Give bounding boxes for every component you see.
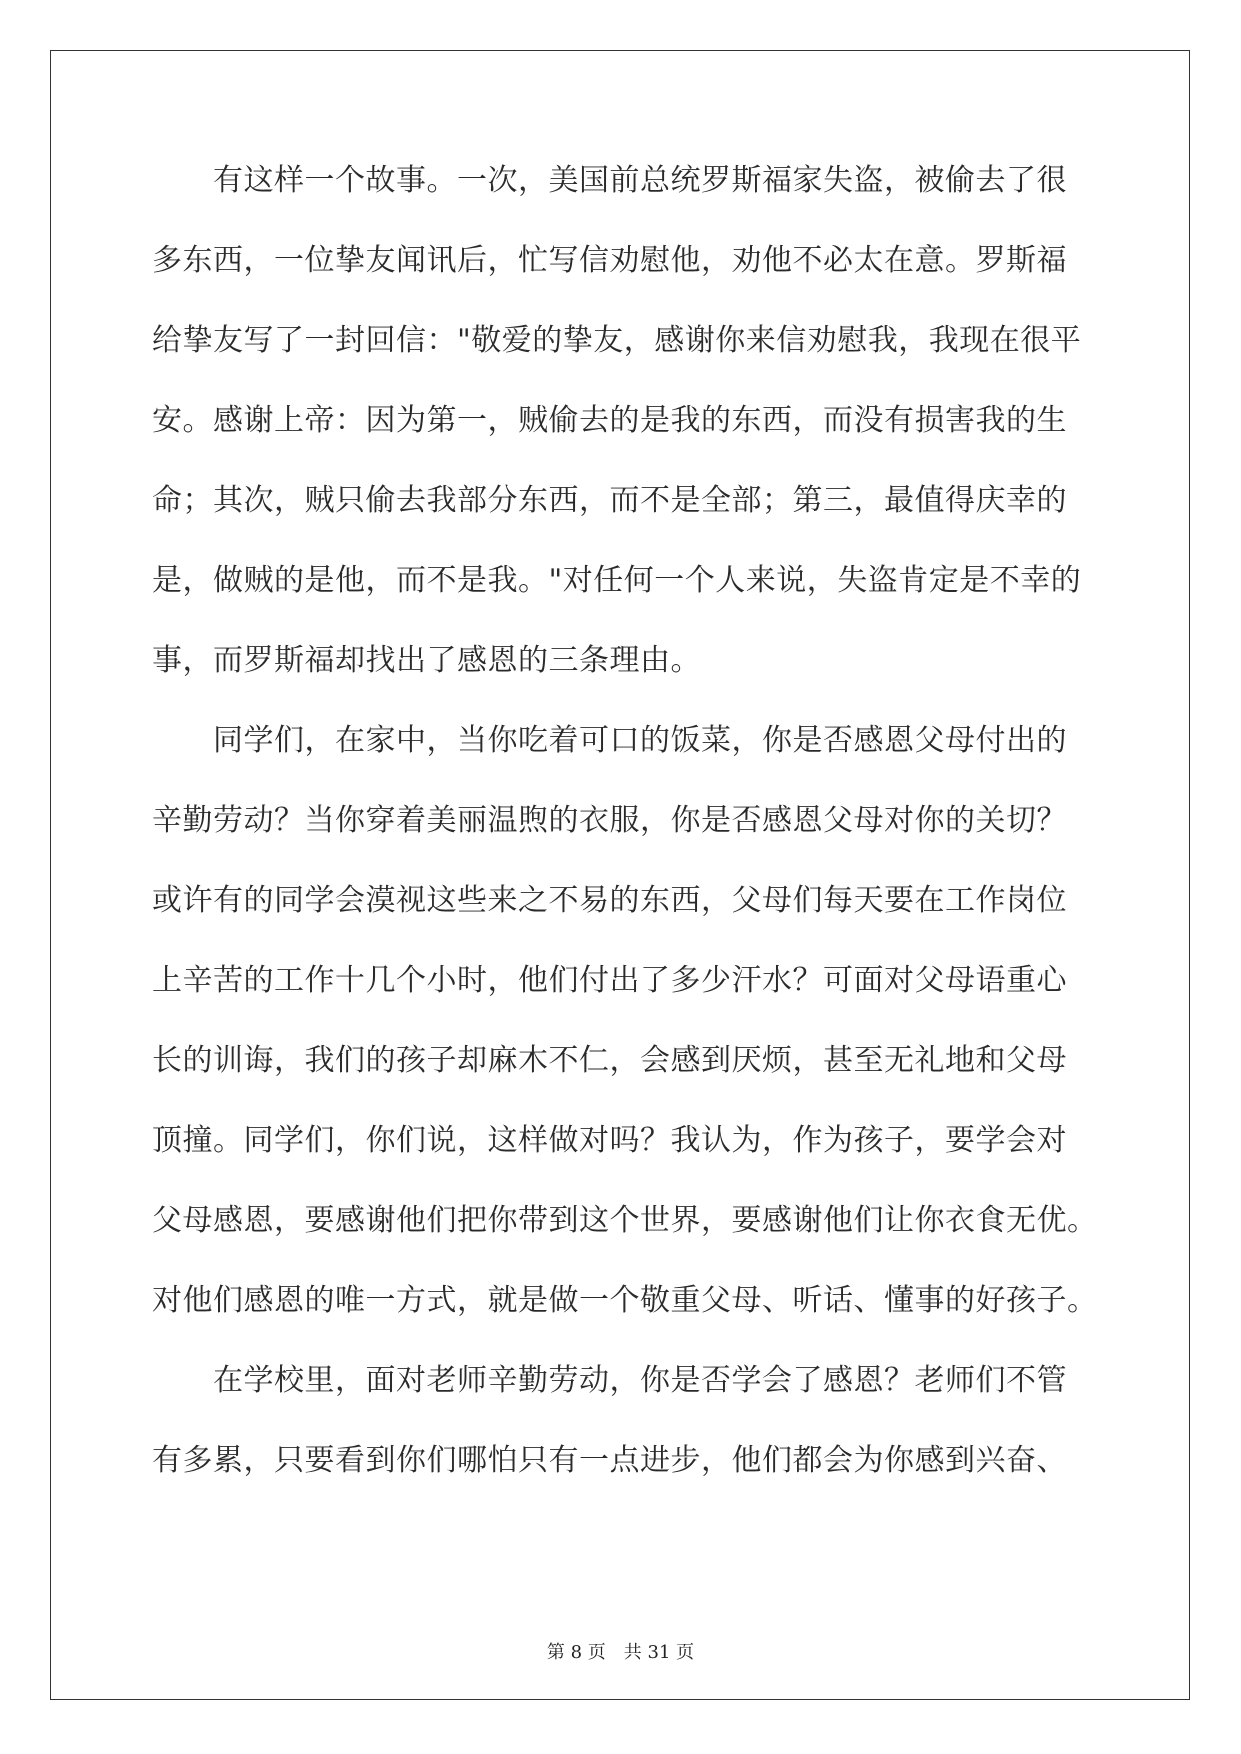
document-body [152,158,1098,1518]
text-line: 多东西，一位挚友闻讯后，忙写信劝慰他，劝他不必太在意。罗斯福 [152,243,1067,278]
text-line: 事，而罗斯福却找出了感恩的三条理由。 [152,643,701,678]
text-line: 有多累，只要看到你们哪怕只有一点进步，他们都会为你感到兴奋、 [152,1443,1067,1478]
text-line: 是，做贼的是他，而不是我。"对任何一个人来说，失盗肯定是不幸的 [152,563,1082,598]
text-line: 在学校里，面对老师辛勤劳动，你是否学会了感恩？老师们不管 [152,1363,1067,1398]
page-number-footer: 第 8 页 共 31 页 [546,1642,695,1663]
text-line: 辛勤劳动？当你穿着美丽温煦的衣服，你是否感恩父母对你的关切？ [152,803,1067,838]
text-line: 安。感谢上帝：因为第一，贼偷去的是我的东西，而没有损害我的生 [152,403,1067,438]
text-line: 顶撞。同学们，你们说，这样做对吗？我认为，作为孩子，要学会对 [152,1123,1067,1158]
text-line: 同学们，在家中，当你吃着可口的饭菜，你是否感恩父母付出的 [152,723,1067,758]
text-line: 对他们感恩的唯一方式，就是做一个敬重父母、听话、懂事的好孩子。 [152,1283,1098,1318]
text-line: 父母感恩，要感谢他们把你带到这个世界，要感谢他们让你衣食无优。 [152,1203,1098,1238]
text-line: 有这样一个故事。一次，美国前总统罗斯福家失盗，被偷去了很 [152,163,1067,198]
text-line: 上辛苦的工作十几个小时，他们付出了多少汗水？可面对父母语重心 [152,963,1067,998]
text-line: 给挚友写了一封回信："敬爱的挚友，感谢你来信劝慰我，我现在很平 [152,323,1082,358]
text-line: 或许有的同学会漠视这些来之不易的东西，父母们每天要在工作岗位 [152,883,1067,918]
text-line: 命；其次，贼只偷去我部分东西，而不是全部；第三，最值得庆幸的 [152,483,1067,518]
text-line: 长的训诲，我们的孩子却麻木不仁，会感到厌烦，甚至无礼地和父母 [152,1043,1067,1078]
